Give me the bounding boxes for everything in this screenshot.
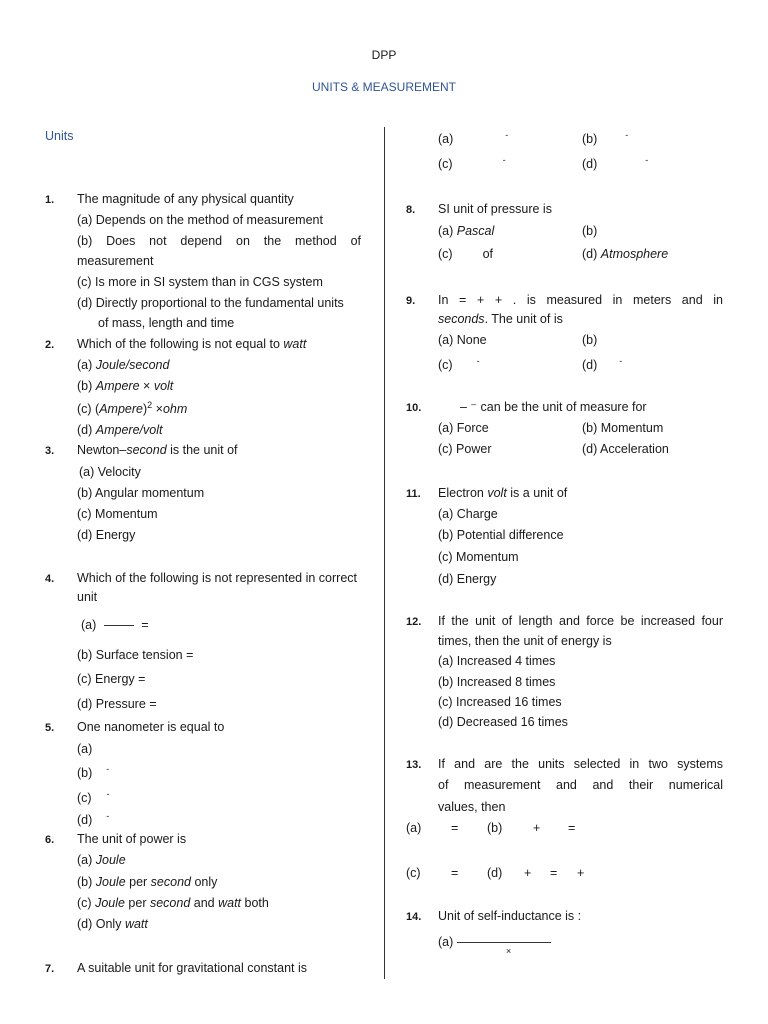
option-d: (d) Ampere/volt xyxy=(77,423,163,437)
question-number: 1. xyxy=(45,194,55,206)
question-number: 3. xyxy=(45,445,55,457)
question-text: The unit of power is xyxy=(77,832,187,846)
option-b: (b) - xyxy=(582,130,629,147)
question-text-continued: of measurement and and their numerical xyxy=(438,778,723,792)
question-text: Which of the following is not represented in correct xyxy=(77,571,357,585)
equals-sign: = xyxy=(451,866,459,880)
option-b: (b) xyxy=(487,821,503,835)
option-a: (a) xyxy=(77,742,93,756)
option-b: (b) xyxy=(582,333,598,347)
option-d: (d) Decreased 16 times xyxy=(438,715,568,729)
column-divider xyxy=(384,127,385,979)
plus-sign: + xyxy=(524,866,532,880)
option-a: (a) - xyxy=(438,130,509,147)
fraction-bar xyxy=(104,625,134,626)
times-sign: × xyxy=(506,946,512,956)
option-a: (a) Velocity xyxy=(79,465,141,479)
option-d: (d) Atmosphere xyxy=(582,247,669,261)
option-c: (c) Energy = xyxy=(77,672,146,686)
option-c: (c) Momentum xyxy=(77,507,158,521)
question-number: 10. xyxy=(406,402,422,414)
plus-sign: + xyxy=(577,866,585,880)
option-d: (d) xyxy=(487,866,503,880)
question-text-continued: seconds. The unit of is xyxy=(438,312,563,326)
option-d: (d) - xyxy=(582,155,649,172)
option-b: (b) Surface tension = xyxy=(77,648,194,662)
question-number: 7. xyxy=(45,963,55,975)
option-d: (d) Directly proportional to the fundamental units xyxy=(77,296,344,310)
question-text: Which of the following is not equal to watt xyxy=(77,337,307,351)
equals-sign: = xyxy=(451,821,459,835)
question-text-continued: values, then xyxy=(438,800,506,814)
option-d: (d) Pressure = xyxy=(77,697,157,711)
option-c: (c) of xyxy=(438,247,494,261)
option-b-continued: measurement xyxy=(77,254,154,268)
question-text: If and are the units selected in two systems xyxy=(438,757,723,771)
option-c: (c) Momentum xyxy=(438,550,519,564)
option-a: (a) = xyxy=(81,618,149,632)
question-number: 12. xyxy=(406,616,422,628)
option-b: (b) - xyxy=(77,764,110,781)
option-a: (a) Force xyxy=(438,421,489,435)
question-text: – ⁻ can be the unit of measure for xyxy=(460,400,647,414)
question-number: 2. xyxy=(45,339,55,351)
option-d: (d) - xyxy=(582,356,623,373)
option-d: (d) Energy xyxy=(438,572,497,586)
fraction-bar xyxy=(457,942,551,943)
equals-sign: = xyxy=(568,821,576,835)
option-d: (d) Only watt xyxy=(77,917,148,931)
option-a: (a) None xyxy=(438,333,487,347)
option-c: (c) Is more in SI system than in CGS system xyxy=(77,275,323,289)
question-text: In = + + . is measured in meters and in xyxy=(438,293,723,307)
question-number: 8. xyxy=(406,204,416,216)
question-text: The magnitude of any physical quantity xyxy=(77,192,294,206)
section-heading-units: Units xyxy=(45,129,74,143)
option-c: (c) xyxy=(406,866,421,880)
option-c: (c) Increased 16 times xyxy=(438,695,562,709)
option-a: (a) Joule/second xyxy=(77,358,170,372)
option-c: (c) Joule per second and watt both xyxy=(77,896,269,910)
option-b: (b) Joule per second only xyxy=(77,875,218,889)
question-number: 4. xyxy=(45,573,55,585)
option-a: (a) Pascal xyxy=(438,224,495,238)
question-number: 9. xyxy=(406,295,416,307)
option-b: (b) Increased 8 times xyxy=(438,675,556,689)
question-number: 14. xyxy=(406,911,422,923)
question-text-continued: times, then the unit of energy is xyxy=(438,634,612,648)
plus-sign: + xyxy=(533,821,541,835)
option-a: (a) Depends on the method of measurement xyxy=(77,213,323,227)
option-b: (b) Ampere × volt xyxy=(77,379,174,393)
page-title: DPP xyxy=(371,48,397,62)
question-text: Electron volt is a unit of xyxy=(438,486,568,500)
question-text: One nanometer is equal to xyxy=(77,720,225,734)
question-number: 5. xyxy=(45,722,55,734)
option-c: (c) Power xyxy=(438,442,492,456)
question-text: Unit of self-inductance is : xyxy=(438,909,582,923)
option-c: (c) - xyxy=(77,789,110,806)
equals-sign: = xyxy=(550,866,558,880)
question-number: 6. xyxy=(45,834,55,846)
option-b: (b) Angular momentum xyxy=(77,486,205,500)
option-d-continued: of mass, length and time xyxy=(98,316,235,330)
option-d: (d) Energy xyxy=(77,528,136,542)
option-a: (a) xyxy=(406,821,422,835)
question-text: A suitable unit for gravitational constant is xyxy=(77,961,307,975)
question-text: SI unit of pressure is xyxy=(438,202,552,216)
option-b: (b) Potential difference xyxy=(438,528,564,542)
question-text: If the unit of length and force be increased four xyxy=(438,614,723,628)
question-text-continued: unit xyxy=(77,590,98,604)
option-c: (c) - xyxy=(438,155,506,172)
page-subtitle: UNITS & MEASUREMENT xyxy=(311,80,456,94)
option-a: (a) Joule xyxy=(77,853,126,867)
option-a: (a) Increased 4 times xyxy=(438,654,556,668)
option-d: (d) - xyxy=(77,811,110,828)
option-c: (c) (Ampere)$^2$ ×ohm xyxy=(77,400,188,417)
question-number: 11. xyxy=(406,488,421,500)
option-b: (b) Does not depend on the method of xyxy=(77,234,361,248)
option-a: (a) Charge xyxy=(438,507,498,521)
question-number: 13. xyxy=(406,759,422,771)
option-b: (b) xyxy=(582,224,598,238)
option-d: (d) Acceleration xyxy=(582,442,669,456)
question-text: Newton–second is the unit of xyxy=(77,443,238,457)
option-c: (c) - xyxy=(438,356,480,373)
option-b: (b) Momentum xyxy=(582,421,664,435)
option-a: (a) xyxy=(438,935,551,949)
